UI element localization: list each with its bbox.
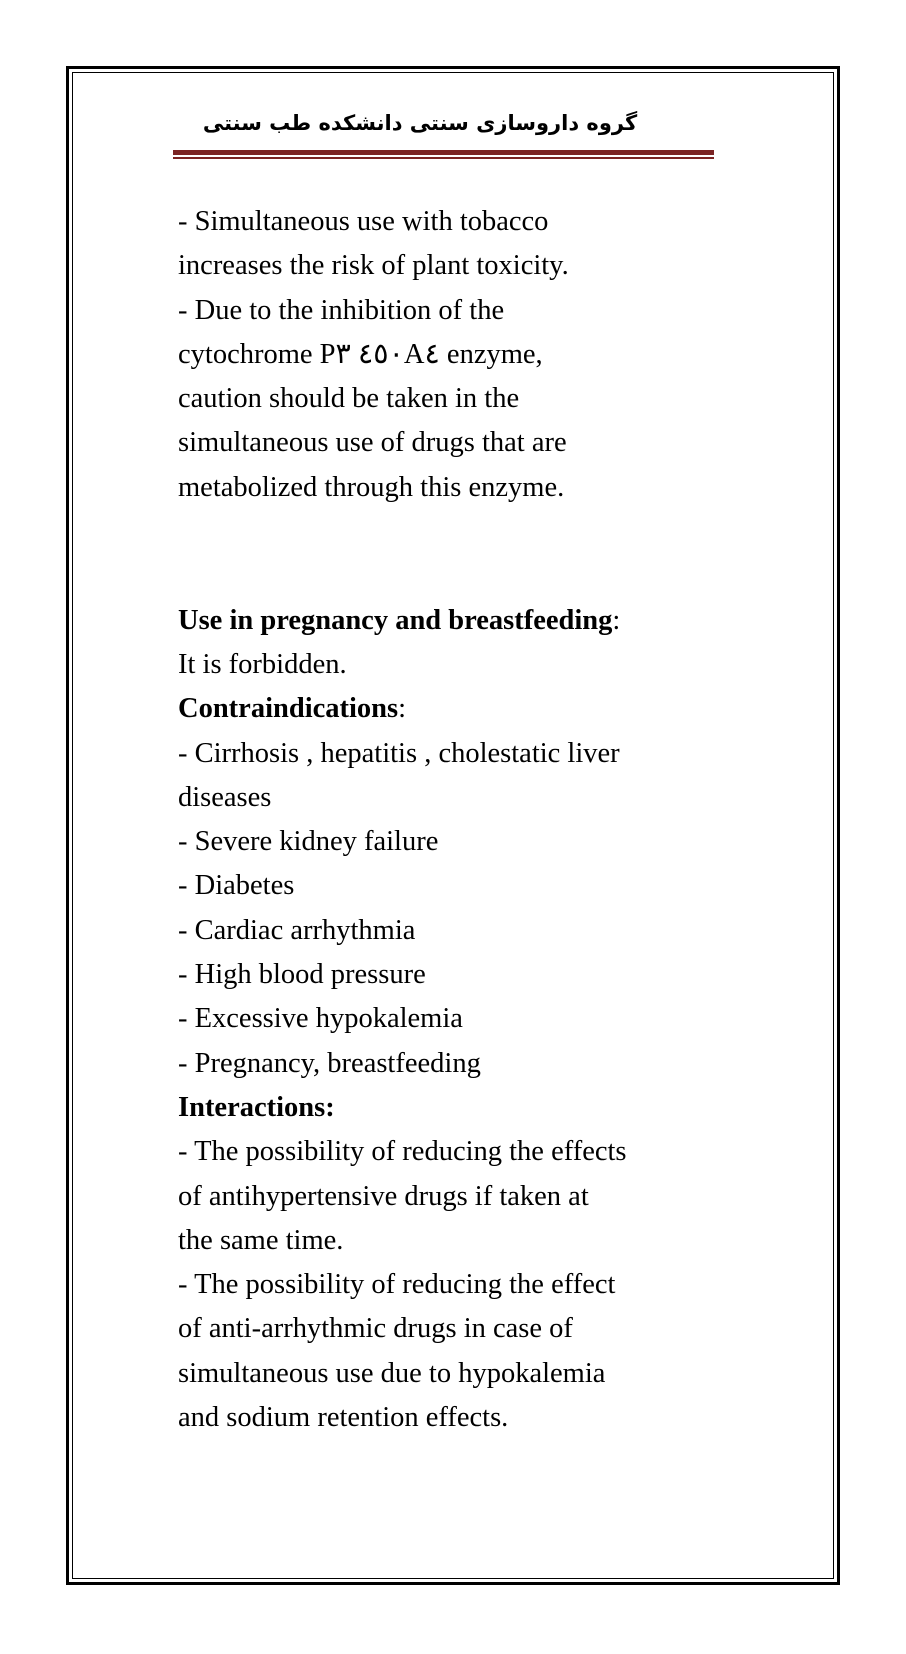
interaction-item: - The possibility of reducing the effects	[178, 1136, 627, 1168]
body-line: caution should be taken in the	[178, 383, 520, 415]
header-rule	[173, 150, 714, 155]
contraindication-item: - Diabetes	[178, 870, 295, 902]
contraindication-item: - Excessive hypokalemia	[178, 1003, 463, 1035]
body-line: increases the risk of plant toxicity.	[178, 250, 569, 282]
interaction-item: - The possibility of reducing the effect	[178, 1269, 616, 1301]
body-line: - Simultaneous use with tobacco	[178, 206, 549, 237]
body-line: cytochrome P٤٥٠ ٣A٤ enzyme,	[178, 338, 543, 370]
contraindications-heading-line	[178, 687, 718, 731]
contraindications-colon: :	[398, 693, 407, 725]
contraindication-item: - Severe kidney failure	[178, 826, 439, 858]
contraindication-item: - Cirrhosis , hepatitis , cholestatic liver	[178, 737, 620, 769]
interaction-item: the same time.	[178, 1224, 344, 1256]
body-line: simultaneous use of drugs that are	[178, 427, 567, 459]
body-line: - Due to the inhibition of the	[178, 294, 505, 326]
header-rule-thin	[173, 157, 714, 159]
pregnancy-colon: :	[612, 604, 621, 636]
interaction-item: of anti-arrhythmic drugs in case of	[178, 1313, 573, 1345]
contraindication-item: - Pregnancy, breastfeeding	[178, 1047, 481, 1079]
contraindication-item: - High blood pressure	[178, 959, 426, 991]
interactions-heading: Interactions:	[178, 1091, 335, 1123]
contraindications-heading: Contraindications	[178, 693, 399, 725]
contraindication-item: - Cardiac arrhythmia	[178, 914, 416, 946]
section-spacer	[178, 510, 718, 599]
document-body	[178, 200, 718, 1440]
interaction-item: simultaneous use due to hypokalemia	[178, 1357, 606, 1389]
interaction-item: of antihypertensive drugs if taken at	[178, 1180, 589, 1212]
header-title: گروه داروسازی سنتی دانشکده طب سنتی	[202, 111, 638, 135]
body-line: metabolized through this enzyme.	[178, 471, 565, 503]
pregnancy-heading: Use in pregnancy and breastfeeding	[178, 604, 613, 636]
pregnancy-heading-line	[178, 599, 718, 643]
contraindication-item: diseases	[178, 781, 272, 813]
pregnancy-text: It is forbidden.	[178, 648, 347, 680]
interaction-item: and sodium retention effects.	[178, 1402, 509, 1434]
